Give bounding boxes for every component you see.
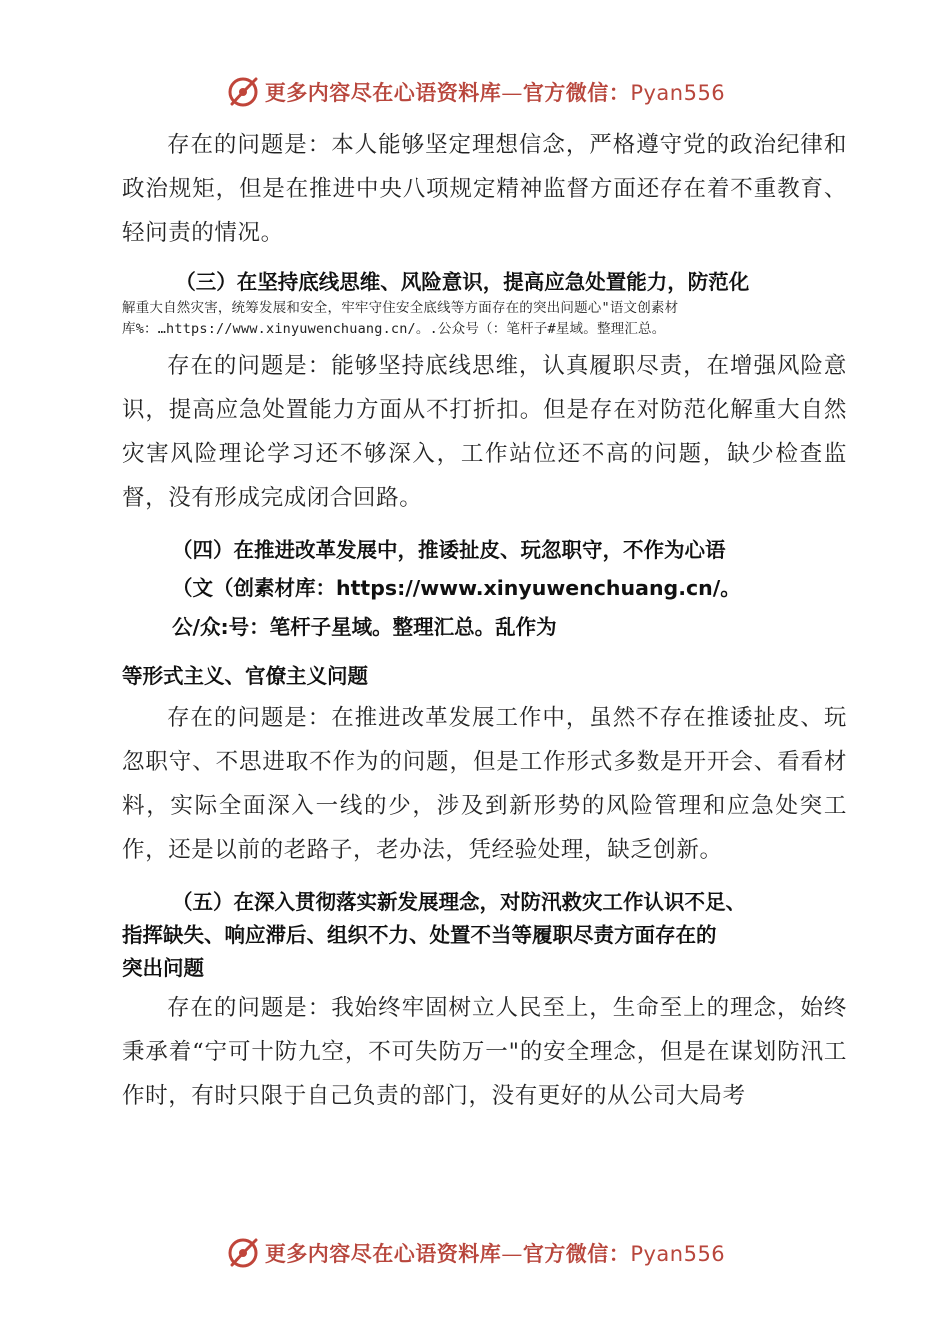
banner-title: 更多内容尽在心语资料库 — [264, 1241, 502, 1266]
section-4-problem: 存在的问题是：在推进改革发展工作中，虽然不存在推诿扯皮、玩忽职守、不思进取不作为的问题，但是工作形式多数是开开会、看看材料，实际全面深入一线的少，涉及到新形势的风险管理和应急处突工作，还是以前的老路子，老办法，凭经验处理，缺乏创新。 — [122, 705, 847, 863]
banner-text — [265, 77, 725, 107]
banner-separator: — — [501, 1242, 523, 1266]
section-3-problem: 存在的问题是：能够坚持底线思维，认真履职尽责，在增强风险意识，提高应急处置能力方面从不打折扣。但是存在对防范化解重大自然灾害风险理论学习还不够深入，工作站位还不高的问题，缺少检查监督，没有形成完成闭合回路。 — [122, 353, 847, 511]
section-5-heading-line-1: （五）在深入贯彻落实新发展理念，对防汛救灾工作认识不足、 — [172, 890, 746, 914]
section-3-heading-block — [122, 268, 847, 297]
brush-logo-icon — [225, 1235, 261, 1271]
brush-logo-icon — [225, 74, 261, 110]
banner-label: 官方微信： — [522, 80, 631, 105]
footer-banner — [0, 1231, 950, 1275]
section-5-heading-line-3: 突出问题 — [122, 956, 204, 980]
section-5-problem: 存在的问题是：我始终牢固树立人民至上，生命至上的理念，始终秉承着“宁可十防九空，不可失防万一"的安全理念，但是在谋划防汛工作时，有时只限于自己负责的部门，没有更好的从公司大局考 — [122, 995, 847, 1109]
section-4-heading-line-4: 等形式主义、官僚主义问题 — [122, 664, 368, 688]
section-4-problem-block — [122, 696, 847, 872]
banner-title: 更多内容尽在心语资料库 — [264, 80, 502, 105]
section-2-problem-block — [122, 123, 847, 255]
section-3-note-line-2: 库%：…https://www.xinyuwenchuang.cn/。.公众号（：笔杆子#星域。整理汇总。 — [122, 321, 666, 337]
banner-wechat-id: Pyan556 — [630, 1242, 726, 1266]
banner-label: 官方微信： — [522, 1241, 631, 1266]
section-4-heading-line-1: （四）在推进改革发展中，推诿扯皮、玩忽职守，不作为心语 — [172, 538, 726, 562]
section-2-problem: 存在的问题是：本人能够坚定理想信念，严格遵守党的政治纪律和政治规矩，但是在推进中央八项规定精神监督方面还存在着不重教育、轻问责的情况。 — [122, 132, 847, 246]
banner-wechat-id: Pyan556 — [630, 81, 726, 105]
section-3-note-line-1: 解重大自然灾害，统筹发展和安全，牢牢守住安全底线等方面存在的突出问题心"语文创素材 — [122, 300, 679, 316]
banner-separator: — — [501, 81, 523, 105]
section-5-heading-line-2: 指挥缺失、响应滞后、组织不力、处置不当等履职尽责方面存在的 — [122, 923, 717, 947]
section-3-note-block — [122, 298, 847, 340]
section-4-heading-line-3: 公/众:号：笔杆子星域。整理汇总。乱作为 — [172, 615, 557, 639]
banner-text — [265, 1238, 725, 1268]
section-5-problem-block — [122, 986, 847, 1118]
header-banner — [0, 70, 950, 114]
section-3-problem-block — [122, 344, 847, 520]
section-3-heading: （三）在坚持底线思维、风险意识，提高应急处置能力，防范化 — [175, 270, 750, 294]
section-4-heading-line-2: （文（创素材库：https://www.xinyuwenchuang.cn/。 — [172, 576, 741, 600]
